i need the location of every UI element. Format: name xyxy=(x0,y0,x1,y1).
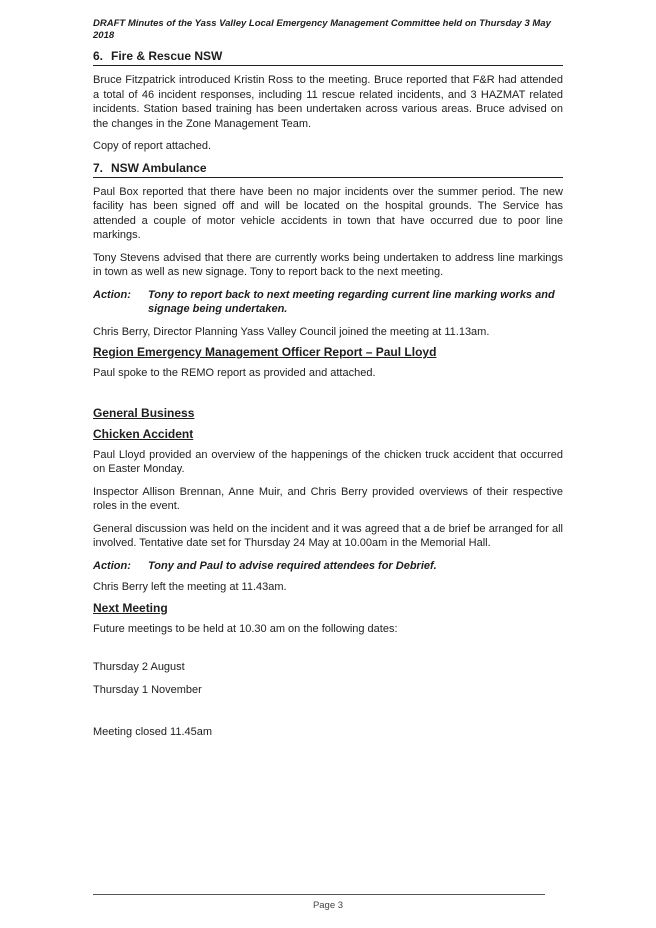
ambulance-paragraph-1: Paul Box reported that there have been no major incidents over the summer period. The new facility has been signed off and will be located on the hospital grounds. The Service has attended a couple of motor vehicle accidents in town that have occurred due to poor line markings. xyxy=(93,185,563,241)
section-heading-ambulance xyxy=(93,161,563,178)
section-number: 7. xyxy=(93,160,104,175)
document-header: DRAFT Minutes of the Yass Valley Local Emergency Management Committee held on Thursday 3 May 2018 xyxy=(93,18,551,41)
meeting-date-2: Thursday 1 November xyxy=(93,683,202,696)
section-heading-fire-rescue xyxy=(93,49,563,66)
ambulance-paragraph-2: Tony Stevens advised that there are currently works being undertaken to address line markings in town as well as new signage. Tony to report back to the next meeting. xyxy=(93,251,563,278)
general-paragraph-4: Chris Berry left the meeting at 11.43am. xyxy=(93,581,287,593)
section-number: 6. xyxy=(93,49,104,63)
action-item-line-marking xyxy=(93,288,563,317)
section-title: NSW Ambulance xyxy=(111,160,207,175)
remo-heading: Region Emergency Management Officer Report – Paul Lloyd xyxy=(93,345,437,359)
general-paragraph-3: General discussion was held on the incident and it was agreed that a de brief be arranged for all involved. Tentative date set for Thursday 24 May at 10.00am in the Memorial Hall. xyxy=(93,522,563,549)
general-paragraph-1: Paul Lloyd provided an overview of the happenings of the chicken truck accident that occurred on Easter Monday. xyxy=(93,448,563,475)
remo-paragraph: Paul spoke to the REMO report as provided and attached. xyxy=(93,367,376,379)
chicken-accident-heading: Chicken Accident xyxy=(93,426,194,441)
next-meeting-heading: Next Meeting xyxy=(93,600,168,615)
footer-divider xyxy=(93,894,545,895)
section-title: Fire & Rescue NSW xyxy=(111,49,223,63)
action-text: Tony and Paul to advise required attendees for Debrief. xyxy=(148,559,437,572)
ambulance-paragraph-3: Chris Berry, Director Planning Yass Valley Council joined the meeting at 11.13am. xyxy=(93,325,490,338)
general-business-heading: General Business xyxy=(93,405,195,420)
general-paragraph-2: Inspector Allison Brennan, Anne Muir, and Chris Berry provided overviews of their respective roles in the event. xyxy=(93,485,563,512)
next-meeting-paragraph: Future meetings to be held at 10.30 am on the following dates: xyxy=(93,622,398,635)
action-text: Tony to report back to next meeting regarding current line marking works and signage being undertaken. xyxy=(148,288,555,315)
page-number: Page 3 xyxy=(312,900,344,911)
fire-paragraph-1: Bruce Fitzpatrick introduced Kristin Ross to the meeting. Bruce reported that F&R had attended a total of 46 incident responses, including 11 rescue related incidents, and 3 HAZMAT related incidents. Station based training has been undertaken across various areas. Bruce advised on the changes in the Zone Management Team. xyxy=(93,74,563,130)
fire-paragraph-2: Copy of report attached. xyxy=(93,140,212,152)
meeting-date-1: Thursday 2 August xyxy=(93,661,185,673)
action-label: Action: xyxy=(93,288,131,301)
meeting-closed: Meeting closed 11.45am xyxy=(93,726,213,738)
document-page xyxy=(93,18,563,740)
action-label: Action: xyxy=(93,559,131,572)
action-item-debrief xyxy=(93,559,563,574)
